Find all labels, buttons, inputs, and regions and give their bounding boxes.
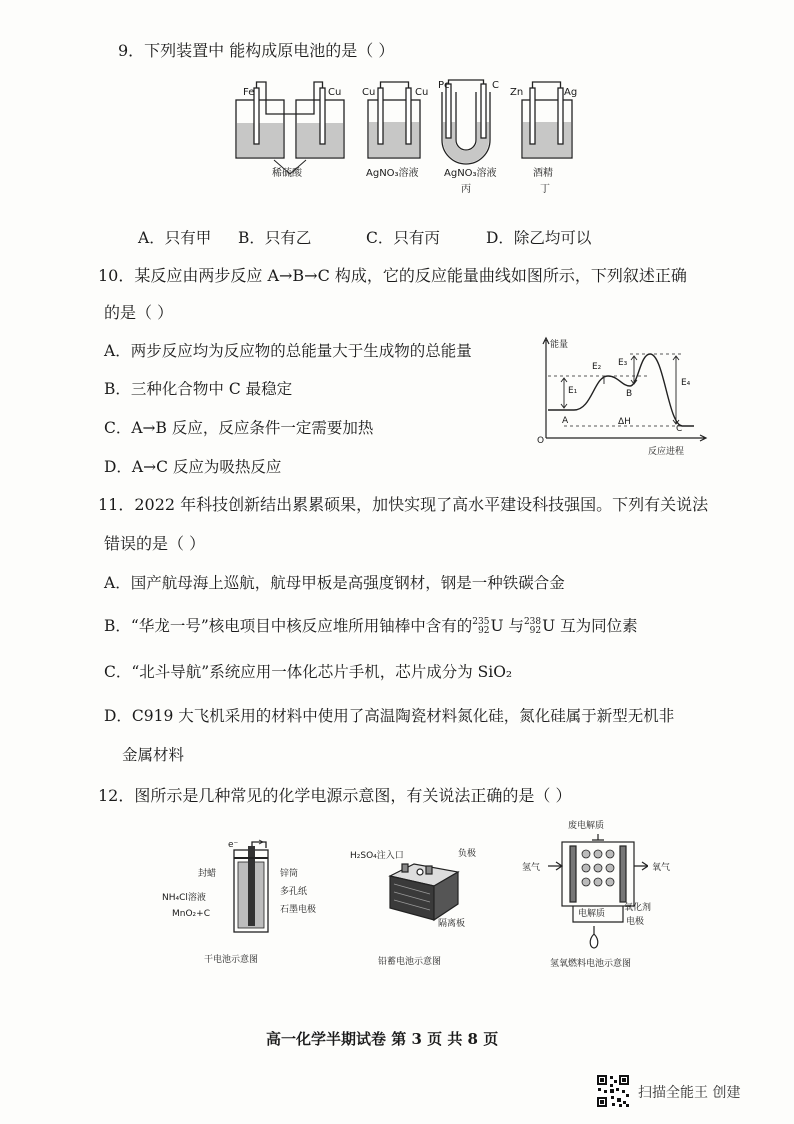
q9-solution-2: AgNO₃溶液: [366, 168, 419, 179]
q11-option-b: [104, 614, 638, 636]
q9-electrode-3: Cu: [362, 87, 376, 98]
lead-battery-separator: 隔离板: [438, 919, 466, 929]
q9-electrode-8: Ag: [564, 87, 578, 98]
isotope-1-mass: 235: [472, 617, 490, 627]
lead-battery-caption: 铅蓄电池示意图: [378, 957, 442, 967]
q11-option-a: A．国产航母海上巡航，航母甲板是高强度钢材，钢是一种铁碳合金: [104, 574, 565, 592]
q9-mark-ding: 丁: [540, 184, 550, 195]
fuel-cell-left: 氢气: [522, 863, 541, 873]
q11-option-b-u1: U 与: [490, 617, 524, 635]
q10-option-c: C．A→B 反应，反应条件一定需要加热: [104, 419, 374, 437]
q11-option-b-prefix: B．“华龙一号”核电项目中核反应堆所用铀棒中含有的: [104, 617, 473, 635]
q10-energy-diagram: [534, 334, 714, 458]
dry-cell-figure: [226, 838, 276, 938]
q10-stem-line1: 10．某反应由两步反应 A→B→C 构成，它的反应能量曲线如图所示，下列叙述正确: [98, 266, 687, 285]
fuel-cell-caption: 氢氧燃料电池示意图: [550, 959, 632, 969]
q12-stem: 12．图所示是几种常见的化学电源示意图，有关说法正确的是（ ）: [98, 786, 572, 805]
q11-option-b-u2: U 互为同位素: [542, 617, 638, 635]
isotope-2-numbers: [524, 618, 541, 636]
q9-electrode-6: C: [492, 80, 499, 91]
q9-mark-bing: 丙: [461, 184, 471, 195]
q10-label-dh: ΔH: [618, 417, 631, 427]
dry-cell-right-1: 锌筒: [280, 869, 299, 879]
q10-option-b: B．三种化合物中 C 最稳定: [104, 380, 293, 398]
cell-bing: [442, 80, 490, 164]
q11-option-d-line1: D．C919 大飞机采用的材料中使用了高温陶瓷材料氮化硅，氮化硅属于新型无机非: [104, 707, 675, 725]
q9-option-d: D．除乙均可以: [486, 229, 592, 247]
q10-option-a: A．两步反应均为反应物的总能量大于生成物的总能量: [104, 342, 472, 360]
q11-option-c: C．“北斗导航”系统应用一体化芯片手机，芯片成分为 SiO₂: [104, 663, 513, 681]
q10-label-e3: E₃: [618, 358, 628, 368]
q10-label-a: A: [562, 416, 569, 426]
q11-stem-line1: 11．2022 年科技创新结出累累硕果，加快实现了高水平建设科技强国。下列有关说法: [98, 495, 709, 514]
q9-electrode-1: Fe: [243, 87, 255, 98]
qr-code-icon: [596, 1074, 630, 1108]
dry-cell-right-2: 多孔纸: [280, 887, 308, 897]
q10-label-c: C: [676, 424, 683, 434]
dry-cell-left-2: NH₄Cl溶液: [162, 893, 206, 903]
q9-option-a: A．只有甲: [138, 229, 212, 247]
fuel-cell-electrolyte: 电解质: [578, 909, 606, 919]
lead-battery-neg: 负极: [458, 849, 477, 859]
q9-option-b: B．只有乙: [238, 229, 312, 247]
q11-stem-line2: 错误的是（ ）: [104, 534, 206, 553]
isotope-2-z: 92: [529, 626, 542, 636]
dry-cell-left-3: MnO₂+C: [172, 909, 210, 919]
q10-label-e1: E₁: [568, 386, 578, 396]
isotope-1-z: 92: [477, 626, 490, 636]
fuel-cell-figure: [548, 830, 648, 956]
page-footer: 高一化学半期试卷 第 3 页 共 8 页: [266, 1030, 499, 1048]
q10-origin: O: [537, 436, 545, 446]
q9-option-c: C．只有丙: [366, 229, 440, 247]
q10-label-e4: E₄: [681, 378, 691, 388]
q9-figure: [228, 78, 588, 198]
lead-battery-figure: [384, 858, 464, 922]
dry-cell-caption: 干电池示意图: [204, 955, 259, 965]
lead-battery-inlet: H₂SO₄注入口: [350, 851, 404, 861]
scanner-watermark: 扫描全能王 创建: [638, 1085, 741, 1101]
fuel-cell-top: 废电解质: [568, 821, 605, 831]
q9-solution-3: AgNO₃溶液: [444, 168, 497, 179]
q9-stem: 9．下列装置中 能构成原电池的是（ ）: [118, 41, 395, 60]
dry-cell-right-3: 石墨电极: [280, 905, 317, 915]
q11-option-d-line2: 金属材料: [122, 746, 185, 764]
fuel-cell-right: 氧气: [652, 863, 671, 873]
q9-electrode-5: Pc: [438, 80, 450, 91]
q10-xlabel: 反应进程: [648, 447, 685, 457]
fuel-cell-catalyst-2: 电极: [626, 917, 645, 927]
q10-ylabel: 能量: [550, 340, 569, 350]
q9-electrode-4: Cu: [415, 87, 429, 98]
isotope-2-mass: 238: [523, 617, 542, 627]
q9-solution-1: 稀硫酸: [272, 168, 302, 179]
q10-label-e2: E₂: [592, 362, 602, 372]
q9-electrode-7: Zn: [510, 87, 524, 98]
q10-stem-line2: 的是（ ）: [104, 303, 174, 322]
q10-option-d: D．A→C 反应为吸热反应: [104, 458, 282, 476]
dry-cell-left-1: 封蜡: [198, 869, 217, 879]
q9-electrode-2: Cu: [328, 87, 342, 98]
q9-solution-4: 酒精: [533, 168, 553, 179]
dry-cell-electron: e⁻: [228, 840, 239, 850]
isotope-1-numbers: [472, 618, 489, 636]
q10-label-b: B: [626, 389, 633, 399]
fuel-cell-catalyst-1: 氧化剂: [624, 903, 652, 913]
cell-yi: [368, 82, 420, 158]
